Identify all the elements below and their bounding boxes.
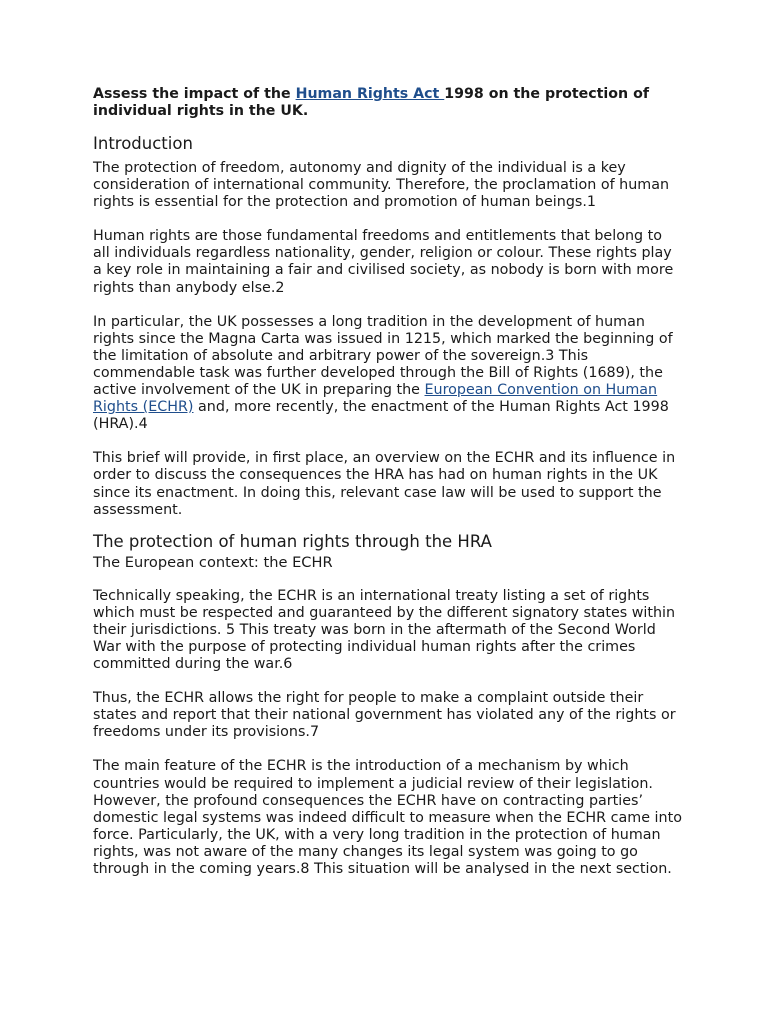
intro-paragraph-2: Human rights are those fundamental freedoms and entitlements that belong to all individuals regardless nationality, gender, religion or colour. These rights play a key role in maintaining a fair and civilised society, as nobody is born with more rights than anybody else.2	[93, 228, 674, 296]
echr-paragraph-1: Technically speaking, the ECHR is an international treaty listing a set of rights which must be respected and guaranteed by the different signatory states within their jurisdictions. 5 This treaty was born in the aftermath of the Second World War with the purpose of protecting individual human rights after the crimes committed during the war.6	[93, 587, 676, 673]
introduction-heading: Introduction	[93, 134, 193, 153]
document-title	[93, 86, 683, 120]
european-context-subheading: The European context: the ECHR	[93, 553, 333, 571]
intro-paragraph-3-text-b: and, more recently, the enactment of the Human Rights Act 1998 (HRA).4	[93, 399, 669, 433]
intro-paragraph-3	[93, 314, 683, 434]
document-page	[93, 86, 683, 895]
echr-paragraph-2: Thus, the ECHR allows the right for people to make a complaint outside their states and report that their national government has violated any of the rights or freedoms under its provisions.7	[93, 690, 676, 741]
protection-heading: The protection of human rights through the HRA	[93, 531, 492, 551]
intro-paragraph-3-text-a: In particular, the UK possesses a long tradition in the development of human rights since the Magna Carta was issued in 1215, which marked the beginning of the limitation of absolute and arbitrary power of the sovereign.3 This commendable task was further developed through the Bill of Rights (1689), the active involvement of the UK in preparing the	[93, 313, 673, 399]
intro-paragraph-4: This brief will provide, in first place, an overview on the ECHR and its influence in order to discuss the consequences the HRA has had on human rights in the UK since its enactment. In doing this, relevant case law will be used to support the assessment.	[93, 450, 676, 518]
echr-paragraph-3: The main feature of the ECHR is the introduction of a mechanism by which countries would be required to implement a judicial review of their legislation. However, the profound consequences the ECHR have on contracting parties’ domestic legal systems was indeed difficult to measure when the ECHR came into force. Particularly, the UK, with a very long tradition in the protection of human rights, was not aware of the many changes its legal system was going to go through in the coming years.8 This situation will be analysed in the next section.	[93, 758, 682, 877]
title-suffix: 1998 on the protection of individual rights in the UK.	[93, 86, 650, 119]
human-rights-act-link[interactable]: Human Rights Act	[295, 86, 445, 102]
title-prefix: Assess the impact of the	[93, 86, 296, 102]
echr-link[interactable]: European Convention on Human Rights (ECHR)	[93, 382, 658, 416]
intro-paragraph-1: The protection of freedom, autonomy and dignity of the individual is a key consideration of international community. Therefore, the proclamation of human rights is essential for the protection and promotion of human beings.1	[93, 160, 670, 211]
